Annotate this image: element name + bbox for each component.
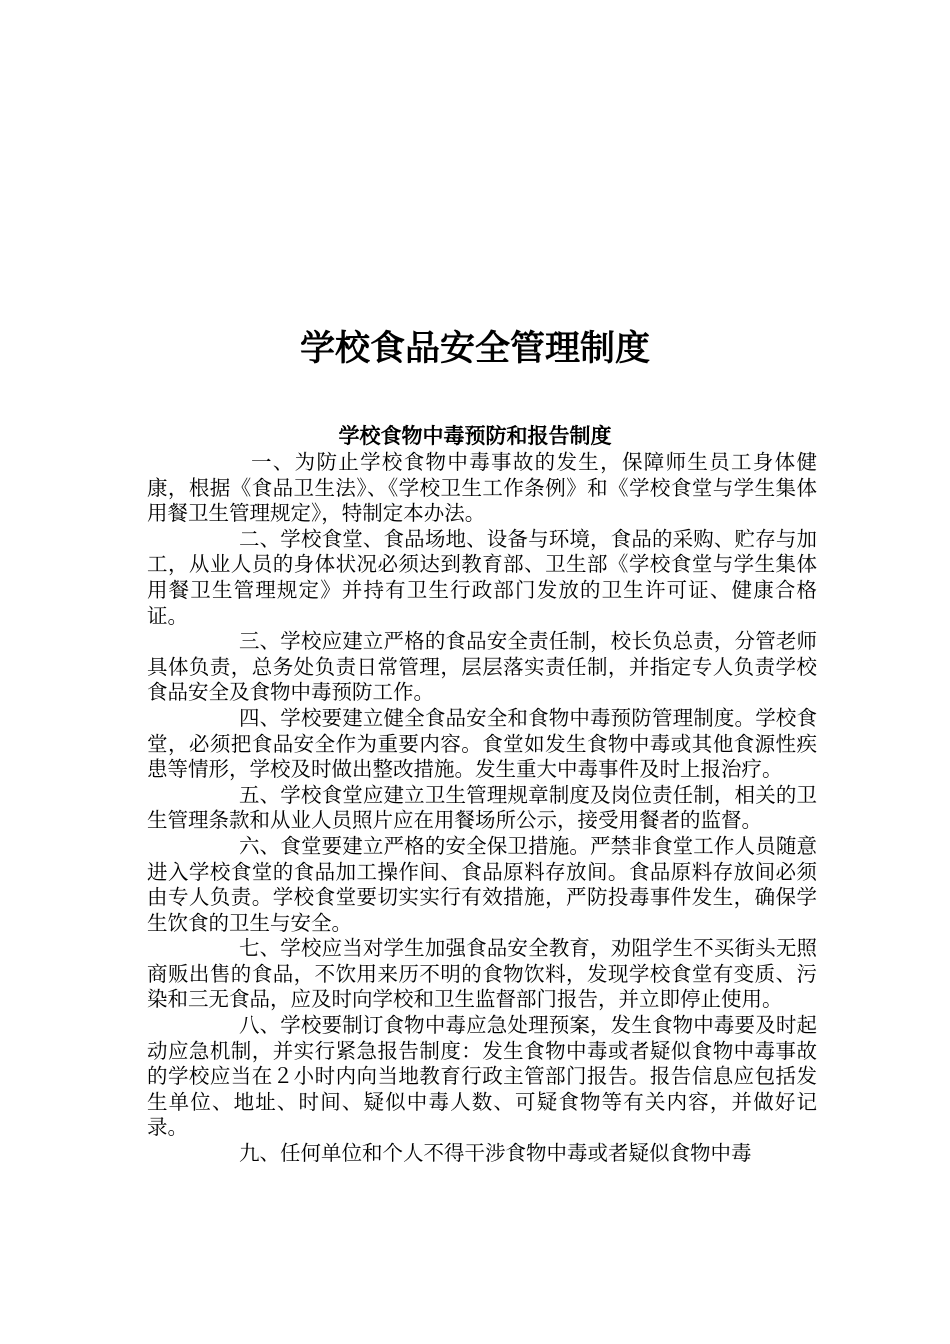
paragraph-7: 七、学校应当对学生加强食品安全教育，劝阻学生不买街头无照商贩出售的食品，不饮用来历不明的食物饮料，发现学校食堂有变质、污染和三无食品，应及时向学校和卫生监督部门报告，并立即停止使用。 (147, 936, 817, 1012)
section-title: 学校食物中毒预防和报告制度 (338, 424, 612, 448)
paragraph-8: 八、学校要制订食物中毒应急处理预案，发生食物中毒要及时起动应急机制，并实行紧急报告制度：发生食物中毒或者疑似食物中毒事故的学校应当在２小时内向当地教育行政主管部门报告。报告信息应包括发生单位、地址、时间、疑似中毒人数、可疑食物等有关内容，并做好记录。 (147, 1013, 817, 1140)
paragraph-4: 四、学校要建立健全食品安全和食物中毒预防管理制度。学校食堂，必须把食品安全作为重要内容。食堂如发生食物中毒或其他食源性疾患等情形，学校及时做出整改措施。发生重大中毒事件及时上报治疗。 (147, 705, 817, 782)
document-title: 学校食品安全管理制度 (299, 329, 650, 369)
paragraph-9: 九、任何单位和个人不得干涉食物中毒或者疑似食物中毒 (239, 1141, 752, 1166)
paragraph-5: 五、学校食堂应建立卫生管理规章制度及岗位责任制，相关的卫生管理条款和从业人员照片应在用餐场所公示，接受用餐者的监督。 (147, 782, 817, 833)
paragraph-2: 二、学校食堂、食品场地、设备与环境，食品的采购、贮存与加工，从业人员的身体状况必须达到教育部、卫生部《学校食堂与学生集体用餐卫生管理规定》并持有卫生行政部门发放的卫生许可证、健康合格证。 (147, 526, 817, 628)
paragraph-3: 三、学校应建立严格的食品安全责任制，校长负总责，分管老师具体负责，总务处负责日常管理，层层落实责任制，并指定专人负责学校食品安全及食物中毒预防工作。 (147, 629, 817, 705)
paragraph-6: 六、食堂要建立严格的安全保卫措施。严禁非食堂工作人员随意进入学校食堂的食品加工操作间、食品原料存放间。食品原料存放间必须由专人负责。学校食堂要切实实行有效措施，严防投毒事件发生，确保学生饮食的卫生与安全。 (147, 833, 817, 935)
paragraph-1: 一、为防止学校食物中毒事故的发生，保障师生员工身体健康，根据《食品卫生法》、《学校卫生工作条例》和《学校食堂与学生集体用餐卫生管理规定》，特制定本办法。 (147, 450, 817, 526)
document-body (147, 450, 817, 1167)
